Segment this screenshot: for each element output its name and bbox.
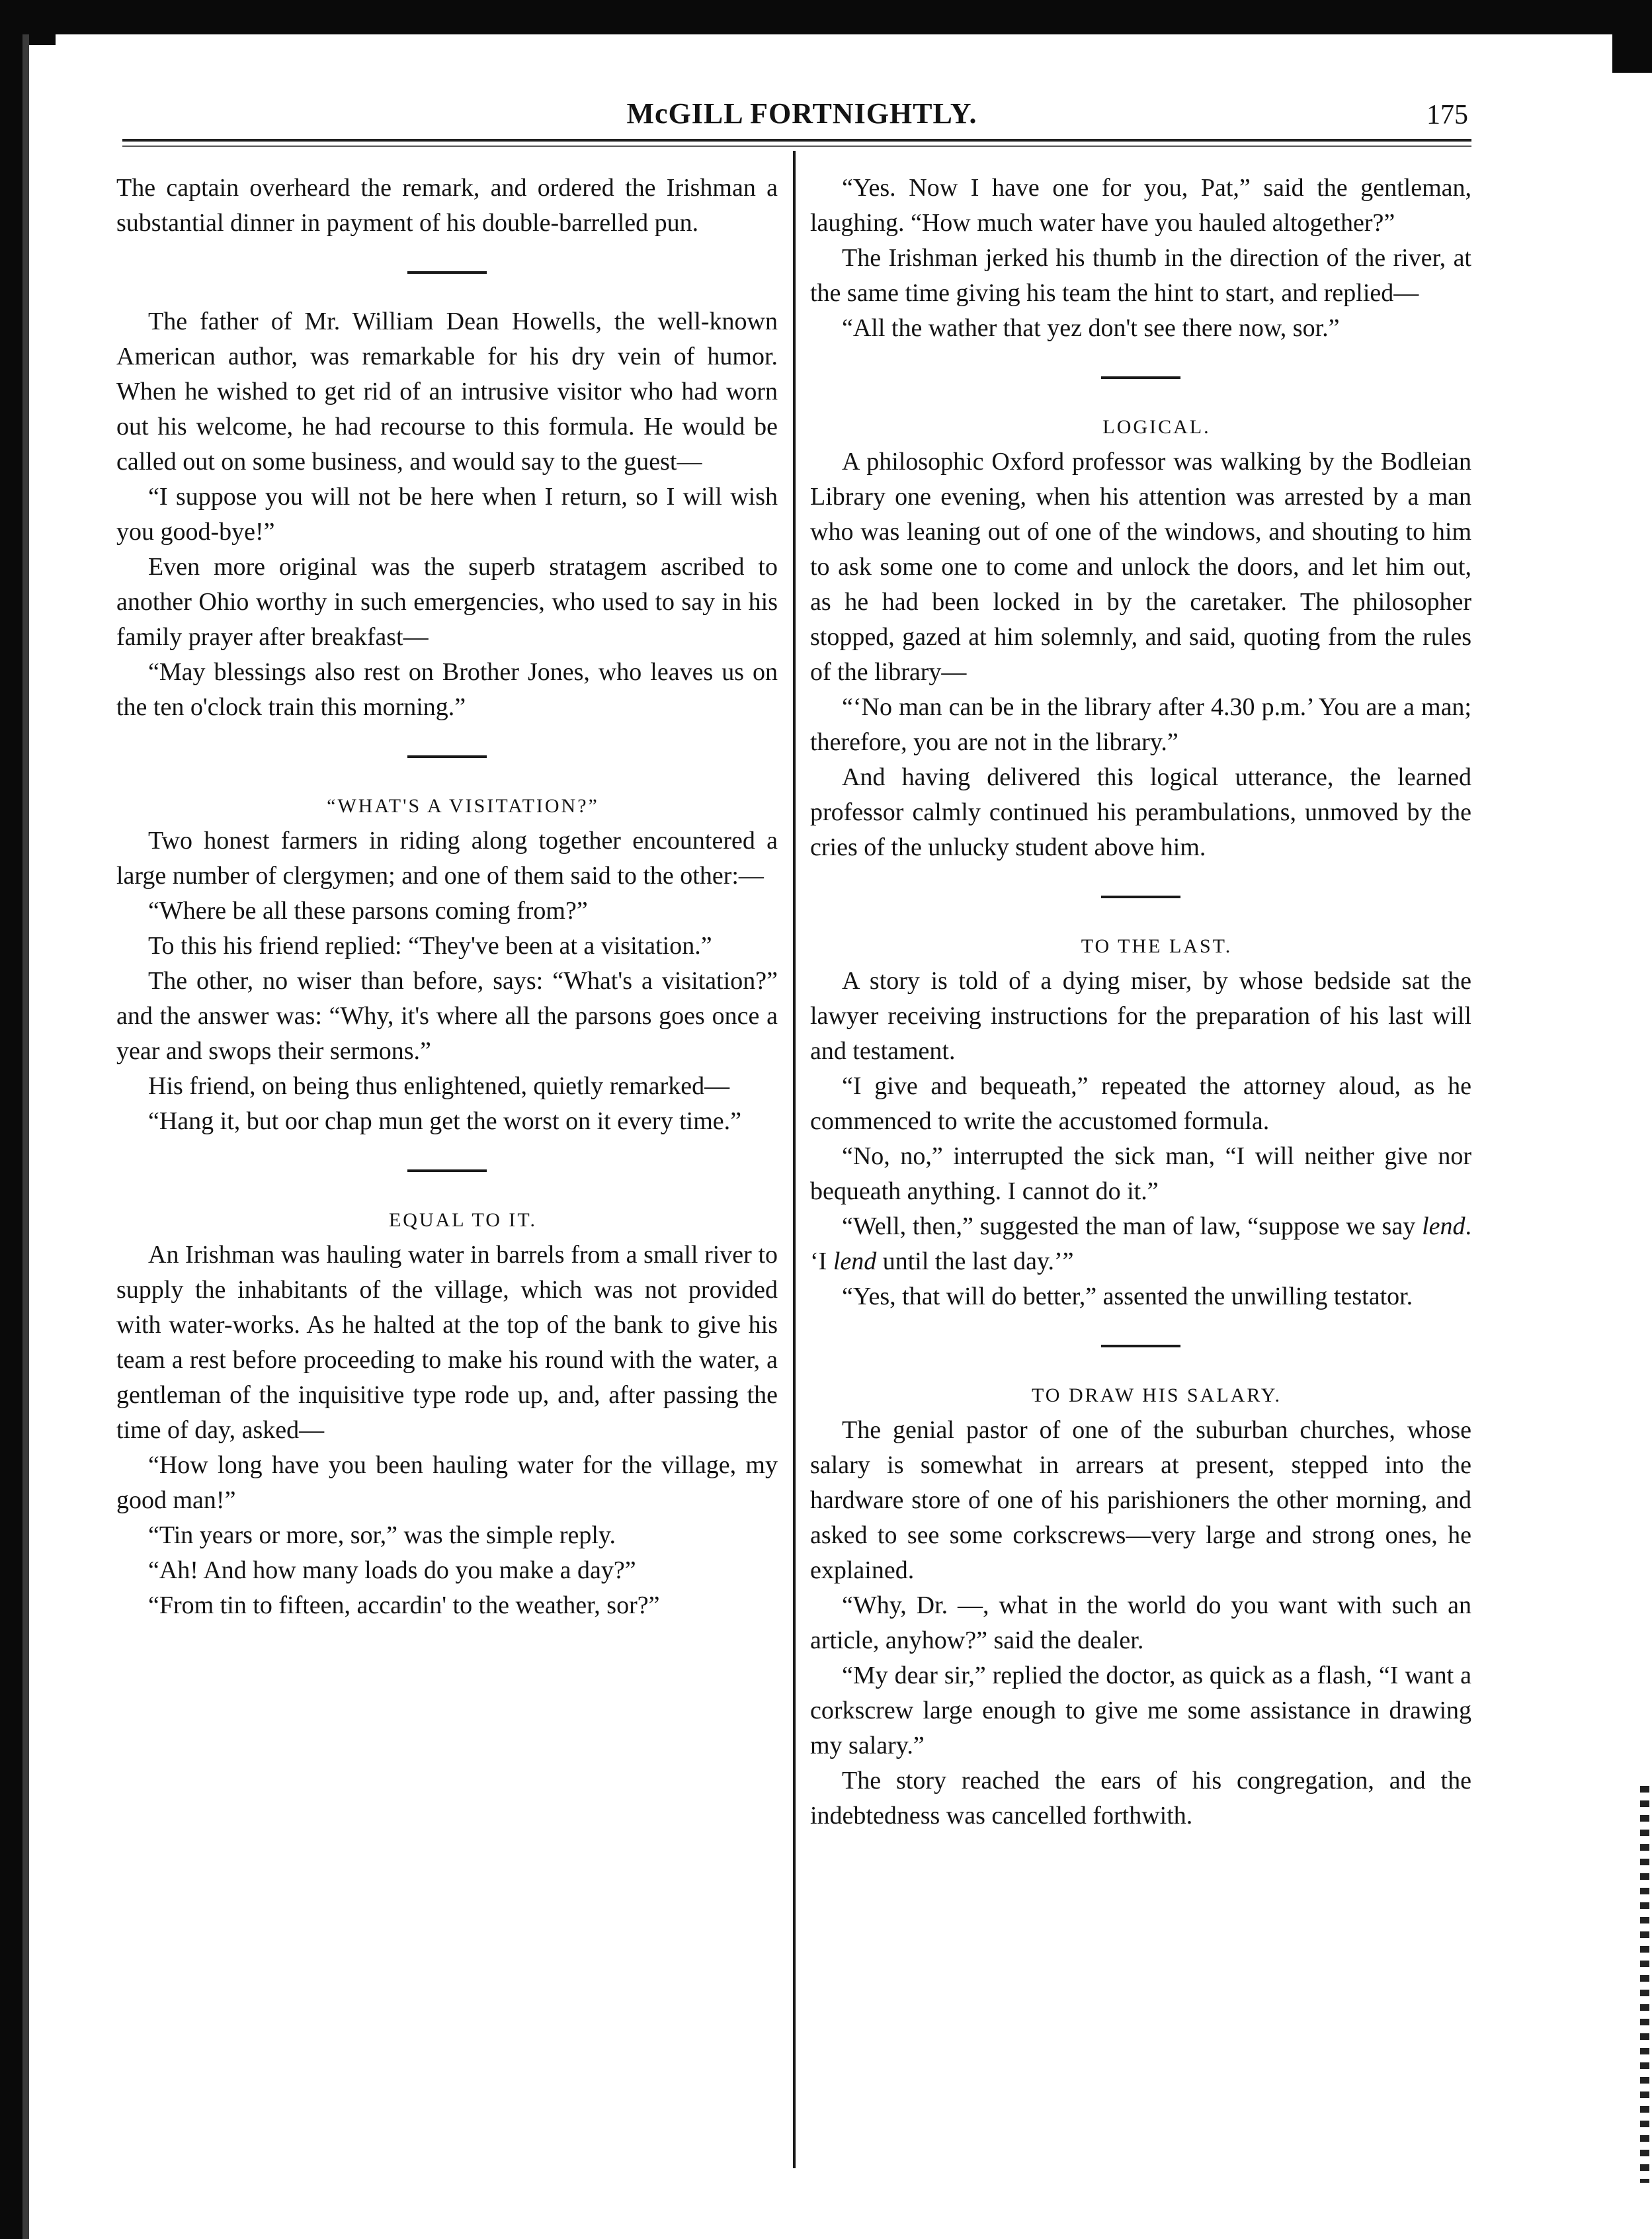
section-heading: “WHAT'S A VISITATION?” [327, 795, 599, 817]
paragraph: “From tin to fifteen, accardin' to the weather, sor?” [148, 1591, 660, 1619]
paragraph: Even more original was the superb stratagem ascribed to another Ohio worthy in such emergencies, who used to say in his family prayer after breakfast— [116, 553, 778, 651]
paragraph: “No, no,” interrupted the sick man, “I will neither give nor bequeath anything. I cannot do it.” [810, 1142, 1471, 1205]
paragraph: “My dear sir,” replied the doctor, as quick as a flash, “I want a corkscrew large enough to give me some assistance in drawing my salary.” [810, 1662, 1471, 1759]
section-heading: TO THE LAST. [1081, 935, 1233, 957]
paragraph: “Why, Dr. —, what in the world do you want with such an article, anyhow?” said the dealer. [810, 1591, 1471, 1654]
section-rule [407, 1169, 487, 1172]
page-number: 175 [1426, 100, 1468, 130]
paragraph: An Irishman was hauling water in barrels from a small river to supply the inhabitants of the village, which was not provided with water-works. As he halted at the top of the bank to give his team a rest before proceeding to make his round with the water, a gentleman of the inquisitive type rode up, and, after passing the time of day, asked— [116, 1241, 778, 1444]
paragraph: “Where be all these parsons coming from?” [148, 897, 588, 925]
text-run: “Well, then,” suggested the man of law, “suppose we say [842, 1212, 1423, 1240]
running-title: McGILL FORTNIGHTLY. [626, 97, 977, 130]
text-run: . ‘I [810, 1212, 1471, 1275]
right-column [810, 171, 1471, 1834]
paragraph: “I suppose you will not be here when I return, so I will wish you good-bye!” [116, 483, 778, 546]
scan-right-border [1612, 0, 1652, 73]
italic-word: lend [1422, 1212, 1466, 1240]
paragraph: “Yes, that will do better,” assented the unwilling testator. [842, 1283, 1413, 1310]
column-divider [793, 151, 796, 2168]
paragraph: Two honest farmers in riding along together encountered a large number of clergymen; and one of them said to the other:— [116, 827, 778, 890]
paragraph: The captain overheard the remark, and ordered the Irishman a substantial dinner in payment of his double-barrelled pun. [116, 174, 778, 237]
paragraph: “Ah! And how many loads do you make a day?” [148, 1556, 636, 1584]
paragraph: “I give and bequeath,” repeated the attorney aloud, as he commenced to write the accustomed formula. [810, 1072, 1471, 1135]
paragraph: “‘No man can be in the library after 4.30 p.m.’ You are a man; therefore, you are not in the library.” [810, 693, 1471, 756]
scan-right-artifact [1640, 1786, 1649, 2183]
paragraph: A story is told of a dying miser, by whose bedside sat the lawyer receiving instructions for the preparation of his last will and testament. [810, 967, 1471, 1065]
paragraph: “Tin years or more, sor,” was the simple reply. [148, 1521, 616, 1549]
paragraph: The other, no wiser than before, says: “What's a visitation?” and the answer was: “Why, it's where all the parsons goes once a year and swops their sermons.” [116, 967, 778, 1065]
page-header [122, 97, 1481, 143]
scan-corner [29, 34, 56, 45]
header-rule-thin [122, 146, 1471, 147]
paragraph: The Irishman jerked his thumb in the direction of the river, at the same time giving his team the hint to start, and replied— [810, 244, 1471, 307]
section-rule [1101, 376, 1180, 379]
section-heading: EQUAL TO IT. [388, 1209, 538, 1231]
paragraph: “All the wather that yez don't see there now, sor.” [842, 314, 1340, 342]
scan-left-border [0, 0, 22, 2239]
header-rule [122, 139, 1471, 142]
scan-top-border [0, 0, 1652, 34]
scan-left-shadow [22, 34, 29, 2239]
paragraph: “Hang it, but oor chap mun get the worst on it every time.” [148, 1107, 741, 1135]
paragraph: “Yes. Now I have one for you, Pat,” said the gentleman, laughing. “How much water have you hauled altogether?” [810, 174, 1471, 237]
section-rule [1101, 896, 1180, 898]
paragraph: And having delivered this logical utterance, the learned professor calmly continued his perambulations, unmoved by the cries of the unlucky student above him. [810, 763, 1471, 861]
paragraph: “May blessings also rest on Brother Jones, who leaves us on the ten o'clock train this morning.” [116, 658, 778, 721]
paragraph: His friend, on being thus enlightened, quietly remarked— [148, 1072, 730, 1100]
section-rule [407, 755, 487, 758]
paragraph: A philosophic Oxford professor was walking by the Bodleian Library one evening, when his attention was arrested by a man who was leaning out of one of the windows, and shouting to him to ask some one to come and unlock the doors, and let him out, as he had been locked in by the caretaker. The philosopher stopped, gazed at him solemnly, and said, quoting from the rules of the library— [810, 448, 1471, 686]
paragraph: “How long have you been hauling water for the village, my good man!” [116, 1451, 778, 1514]
section-rule [407, 271, 487, 274]
section-heading: TO DRAW HIS SALARY. [1032, 1384, 1282, 1406]
paragraph: The genial pastor of one of the suburban churches, whose salary is somewhat in arrears at present, stepped into the hardware store of one of his parishioners the other morning, and asked to see some corkscrews—very large and strong ones, he explained. [810, 1416, 1471, 1584]
left-column [116, 171, 778, 1623]
section-heading: LOGICAL. [1102, 416, 1211, 438]
section-rule [1101, 1345, 1180, 1347]
paragraph: The father of Mr. William Dean Howells, the well-known American author, was remarkable for his dry vein of humor. When he wished to get rid of an intrusive visitor who had worn out his welcome, he had recourse to this formula. He would be called out on some business, and would say to the guest— [116, 308, 778, 476]
paragraph: The story reached the ears of his congregation, and the indebtedness was cancelled forthwith. [810, 1767, 1471, 1830]
paragraph: To this his friend replied: “They've been at a visitation.” [148, 932, 712, 960]
italic-word: lend [833, 1247, 877, 1275]
text-run: until the last day.’” [876, 1247, 1074, 1275]
paragraph-with-italics [810, 1209, 1471, 1279]
